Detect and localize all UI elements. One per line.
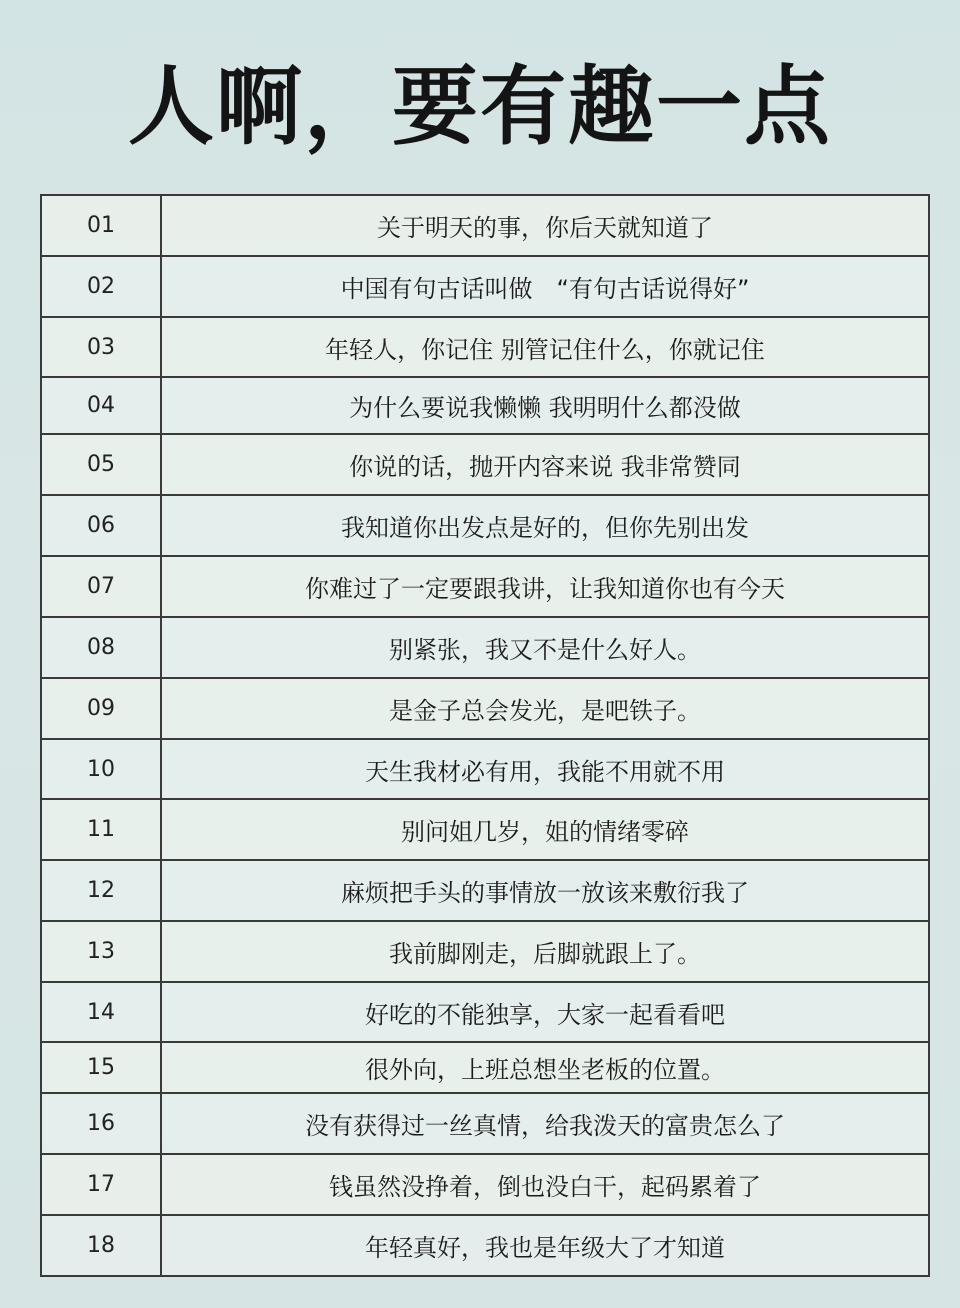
row-number: 10 (42, 740, 162, 798)
row-number: 09 (42, 679, 162, 738)
row-text: 中国有句古话叫做 “有句古话说得好” (340, 275, 750, 303)
table-row (42, 1155, 928, 1216)
row-text: 很外向，上班总想坐老板的位置。 (365, 1056, 725, 1084)
row-text: 是金子总会发光，是吧铁子。 (389, 697, 701, 725)
row-number: 11 (42, 800, 162, 859)
row-text: 年轻人，你记住 别管记住什么，你就记住 (325, 335, 765, 364)
table-row (42, 196, 928, 257)
table-row (42, 679, 928, 740)
table-row (42, 983, 928, 1043)
row-number: 01 (42, 196, 162, 255)
row-text: 我知道你出发点是好的，但你先别出发 (341, 514, 749, 542)
row-number: 15 (42, 1043, 162, 1092)
row-number: 07 (42, 557, 162, 616)
row-number: 14 (42, 983, 162, 1041)
table-row (42, 618, 928, 679)
table-row (42, 861, 928, 922)
table-row (42, 318, 928, 378)
row-number: 02 (42, 257, 162, 316)
table-row (42, 378, 928, 435)
table-row (42, 257, 928, 318)
row-text: 没有获得过一丝真情，给我泼天的富贵怎么了 (305, 1112, 785, 1140)
row-number: 16 (42, 1094, 162, 1153)
row-text: 年轻真好，我也是年级大了才知道 (365, 1234, 725, 1262)
row-number: 08 (42, 618, 162, 677)
table-row (42, 435, 928, 496)
row-number: 18 (42, 1216, 162, 1275)
row-text: 你说的话，抛开内容来说 我非常赞同 (349, 453, 741, 481)
table-row (42, 1043, 928, 1094)
row-text: 我前脚刚走，后脚就跟上了。 (389, 940, 701, 968)
quotes-table (40, 194, 930, 1277)
table-row (42, 1216, 928, 1275)
table-row (42, 922, 928, 983)
row-text: 别紧张，我又不是什么好人。 (389, 636, 701, 664)
row-text: 好吃的不能独享，大家一起看看吧 (365, 1000, 725, 1029)
row-number: 12 (42, 861, 162, 920)
table-row (42, 800, 928, 861)
row-number: 06 (42, 496, 162, 555)
table-row (42, 496, 928, 557)
row-text: 天生我材必有用，我能不用就不用 (365, 757, 725, 786)
row-text: 你难过了一定要跟我讲，让我知道你也有今天 (305, 575, 785, 603)
row-text: 为什么要说我懒懒 我明明什么都没做 (349, 394, 741, 422)
table-row (42, 740, 928, 800)
row-number: 17 (42, 1155, 162, 1214)
row-number: 04 (42, 378, 162, 433)
row-text: 关于明天的事，你后天就知道了 (377, 214, 713, 242)
page-title: 人啊，要有趣一点 (128, 57, 832, 157)
row-number: 13 (42, 922, 162, 981)
row-number: 05 (42, 435, 162, 494)
table-row (42, 1094, 928, 1155)
table-row (42, 557, 928, 618)
row-number: 03 (42, 318, 162, 376)
row-text: 麻烦把手头的事情放一放该来敷衍我了 (341, 879, 749, 907)
row-text: 钱虽然没挣着，倒也没白干，起码累着了 (329, 1173, 761, 1201)
row-text: 别问姐几岁，姐的情绪零碎 (401, 818, 689, 846)
